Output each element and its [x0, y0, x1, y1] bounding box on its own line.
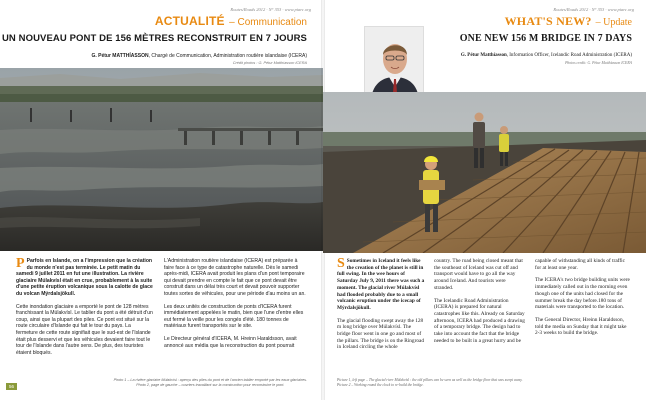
- article-paragraph: The glacial flooding swept away the 128 m long bridge over Múlakvísl. The bridge floor went in one go and most of the pillars. The bridge is on the Ringroad in Iceland circling the whole: [337, 317, 424, 351]
- byline-role: , Chargé de Communication, Administration routière islandaise (ICERA): [148, 53, 307, 59]
- drop-cap: P: [16, 256, 25, 271]
- article-paragraph: capable of withstanding all kinds of traffic for at least one year.: [535, 258, 625, 271]
- river-photo: [0, 68, 323, 251]
- photo-caption: Photo 1 – La rivière glaciaire Múlakvísl : aperçu des piles du pont et de l'ancien tablier emporté par les eaux glaciaires. Photo 2, page de gauche – ouvriers travaillant sur la construction pour reconstruire le pont.: [113, 378, 307, 388]
- article-paragraph: Le Directeur général d'ICERA, M. Hreinn Haraldsson, avait annoncé aux média que la reconstruction du pont pourrait: [164, 335, 297, 349]
- article-column-2: [434, 258, 526, 350]
- byline-author: G. Pétur Matthíasson: [460, 53, 507, 58]
- article-paragraph: L'Administration routière islandaise (ICERA) est préparée à faire face à ce type de catastrophe naturelle. Dès le samedi après-midi, ICERA avait produit les plans d'un pont temporaire qui devait prendre en compte le fait que ce pont devait être construit dans un délai très court et devait pouvoir supporter toutes sortes de véhicules, pour une période d'au moins un an.: [164, 258, 306, 297]
- author-portrait-image: [365, 27, 424, 98]
- workers-photo: [323, 92, 646, 253]
- section-heading: [505, 12, 632, 30]
- page-number: 56: [6, 383, 17, 390]
- article-paragraph: Les deux unités de construction de ponts d'ICERA furent immédiatement appelées le matin, bien que l'une d'entre elles eut fermé la veille pour les congés d'été. 180 tonnes de matériaux furent transportés sur le site.: [164, 303, 304, 330]
- article-paragraph: Cette inondation glaciaire a emporté le pont de 128 mètres franchissant la Múlakvísl. Le tablier du pont a été détruit d'un coup, ainsi que la plupart des piles. Ce pont est situé sur la route circulaire d'Islande qui fait le tour du pays. La fermeture de cette route signifiait que le sud-est de l'Islande était plus desservi et que les véhicules devaient faire tout le tour de l'Islande dans l'autre sens. De plus, des touristes étaient bloqués.: [16, 303, 153, 356]
- article-column-3: [535, 258, 631, 343]
- article-column-2: [164, 258, 307, 355]
- section-heading: [155, 12, 307, 30]
- section-rubric: WHAT'S NEW?: [504, 14, 592, 28]
- folio: Routes/Roads 2012 · N° 353 · www.piarc.org: [230, 7, 311, 12]
- section-subrubric: – Update: [595, 17, 632, 28]
- author-portrait: [364, 26, 424, 98]
- byline: [461, 53, 632, 58]
- byline-role: , Information Officer, Icelandic Road Administration (ICERA): [506, 53, 632, 58]
- river-photo-image: [0, 68, 323, 251]
- section-rubric: ACTUALITÉ: [154, 14, 225, 28]
- article-lede: Sometimes in Iceland it feels like the creation of the planet is still in full swing. In the wee hours of Saturday July 9, 2011 there was such a moment. The glacial river Múlakvísl had flooded probably due to a small volcanic eruption under the icecap of Mýrdalsjökull.: [337, 258, 425, 311]
- photo-caption: Picture 1, left page – The glacial river Múlakvísl : the old pillars can be seen as well as the bridge floor that was swept away. Picture 2 – Working round the clock to re-build the bridge.: [337, 378, 523, 388]
- article-paragraph: The General Director, Hreinn Haraldsson, told the media on Sunday that it might take 2-3 weeks to build the bridge.: [535, 316, 627, 337]
- workers-photo-image: [323, 92, 646, 253]
- folio: Routes/Roads 2012 · N° 353 · www.piarc.org: [553, 7, 634, 12]
- article-headline: UN NOUVEAU PONT DE 156 MÈTRES RECONSTRUIT EN 7 JOURS: [1, 33, 307, 44]
- article-paragraph: The Icelandic Road Administration (ICERA) is prepared for natural catastrophes like this. Already on Saturday afternoon, ICERA had produced a drawing of a temporary bridge. The design had to take into account the fact that the bridge needed to be built in a great hurry and be: [434, 297, 525, 344]
- byline-author: G. Pétur MATTHÍASSON: [91, 53, 149, 59]
- article-column-1: [337, 258, 425, 357]
- drop-cap: S: [337, 256, 345, 271]
- byline: [91, 53, 307, 59]
- article-paragraph: The ICERA's two bridge building units were immediately called out in the morning even though one of the units had closed for the summer break the day before.180 tons of materials were transported to the location.: [535, 277, 630, 311]
- article-paragraph: country. The road being closed meant that the southeast of Iceland was cut off and transport would have to go all the way around Iceland. And tourists were stranded.: [434, 258, 523, 291]
- right-page: [323, 0, 646, 400]
- section-subrubric: – Communication: [229, 17, 307, 28]
- photo-credit: Photos credit: G. Pétur Matthíasson ICERA: [565, 61, 632, 65]
- article-lede: Parfois en Islande, on a l'impression que la création du monde n'est pas terminée. Le petit matin du samedi 9 juillet 2011 en fut une illustration. La rivière glaciaire Múlakvísl était en crue, probablement à la suite d'une petite éruption volcanique sous la calotte de glace du volcan Mýrdalsjökull.: [16, 258, 153, 297]
- article-column-1: [16, 258, 153, 362]
- article-headline: ONE NEW 156 M BRIDGE IN 7 DAYS: [459, 33, 632, 44]
- photo-credit: Crédit photos : G. Pétur Matthíasson ICERA: [232, 61, 307, 65]
